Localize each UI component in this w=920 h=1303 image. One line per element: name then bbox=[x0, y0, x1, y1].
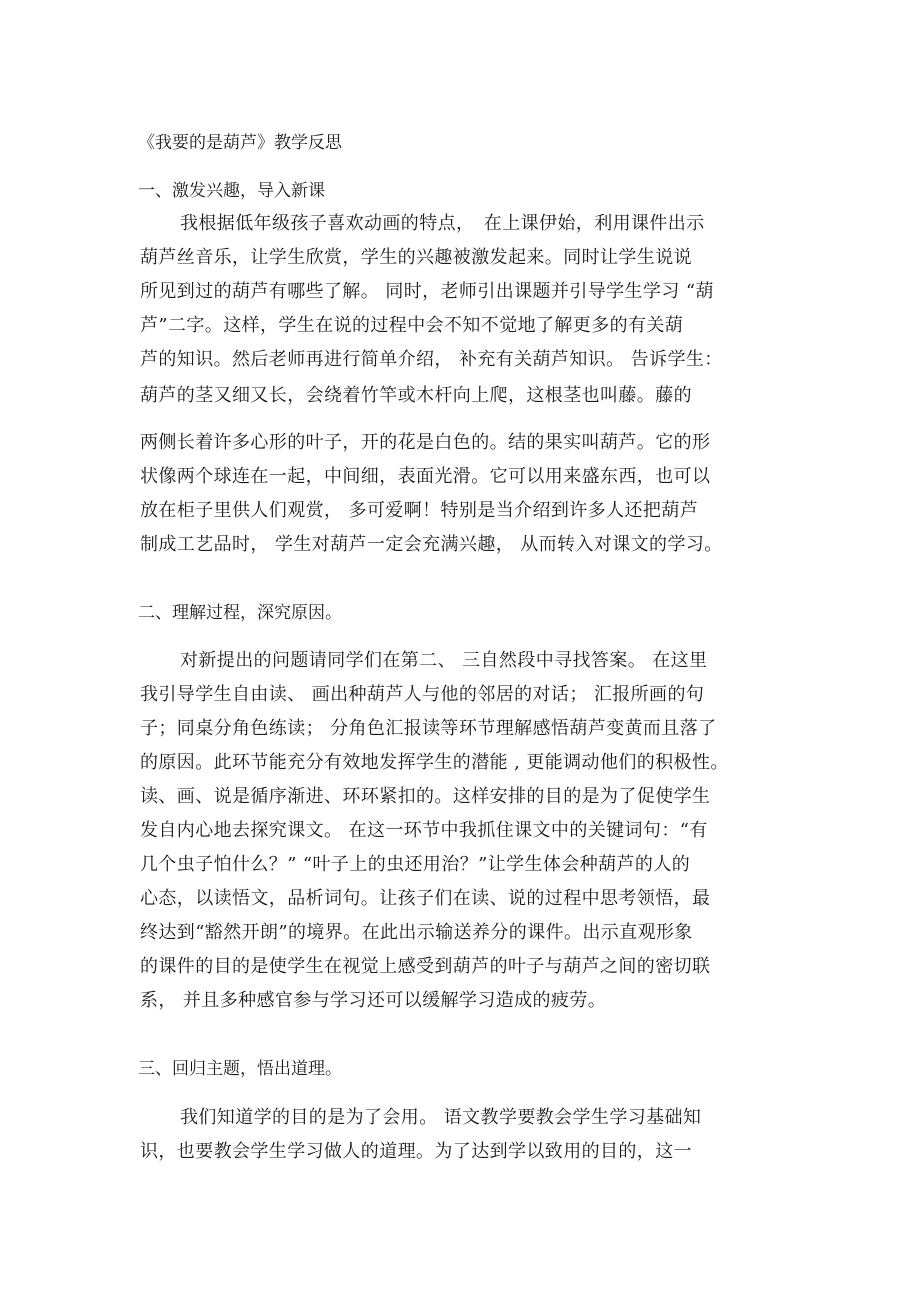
paragraph-line: 对新提出的问题请同学们在第二、 三自然段中寻找答案。 在这里 bbox=[180, 650, 708, 671]
paragraph-line: 子；同桌分角色练读； 分角色汇报读等环节理解感悟葫芦变黄而且落了 bbox=[140, 718, 717, 739]
paragraph-line: 两侧长着许多心形的叶子，开的花是白色的。结的果实叫葫芦。它的形 bbox=[140, 432, 711, 453]
paragraph-line: 的原因。此环节能充分有效地发挥学生的潜能 , 更能调动他们的积极性。 bbox=[140, 752, 729, 773]
paragraph-line: 我们知道学的目的是为了会用。 语文教学要教会学生学习基础知 bbox=[180, 1107, 702, 1128]
paragraph-line: 发自内心地去探究课文。 在这一环节中我抓住课文中的关键词句：“有 bbox=[140, 820, 708, 841]
section-heading-3: 三、回归主题，悟出道理。 bbox=[138, 1059, 342, 1079]
paragraph-line: 葫芦的茎又细又长，会绕着竹竿或木杆向上爬，这根茎也叫藤。藤的 bbox=[140, 385, 692, 406]
document-title: 《我要的是葫芦》教学反思 bbox=[138, 133, 342, 153]
paragraph-line: 终达到“豁然开朗”的境界。在此出示输送养分的课件。出示直观形象 bbox=[140, 922, 693, 943]
section-heading-1: 一、激发兴趣，导入新课 bbox=[138, 181, 325, 201]
paragraph-line: 系， 并且多种感官参与学习还可以缓解学习造成的疲劳。 bbox=[140, 990, 607, 1011]
paragraph-line: 葫芦丝音乐，让学生欣赏，学生的兴趣被激发起来。同时让学生说说 bbox=[140, 247, 692, 268]
paragraph-line: 心态，以读悟文，品析词句。让孩子们在读、说的过程中思考领悟，最 bbox=[140, 888, 711, 909]
paragraph-line: 芦的知识。然后老师再进行简单介绍， 补充有关葫芦知识。 告诉学生： bbox=[140, 349, 723, 370]
paragraph-line: 制成工艺品时， 学生对葫芦一定会充满兴趣， 从而转入对课文的学习。 bbox=[140, 534, 723, 555]
paragraph-line: 芦”二字。这样，学生在说的过程中会不知不觉地了解更多的有关葫 bbox=[140, 315, 684, 336]
paragraph-line: 放在柜子里供人们观赏， 多可爱啊！特别是当介绍到许多人还把葫芦 bbox=[140, 500, 699, 521]
paragraph-line: 我根据低年级孩子喜欢动画的特点， 在上课伊始，利用课件出示 bbox=[180, 213, 705, 234]
paragraph-line: 的课件的目的是使学生在视觉上感受到葫芦的叶子与葫芦之间的密切联 bbox=[140, 956, 711, 977]
section-heading-2: 二、理解过程，深究原因。 bbox=[138, 603, 342, 623]
paragraph-line: 识，也要教会学生学习做人的道理。为了达到学以致用的目的，这一 bbox=[140, 1141, 692, 1162]
paragraph-line: 读、画、说是循序渐进、环环紧扣的。这样安排的目的是为了促使学生 bbox=[140, 786, 711, 807]
paragraph-line: 状像两个球连在一起，中间细，表面光滑。它可以用来盛东西，也可以 bbox=[140, 466, 711, 487]
paragraph-line: 所见到过的葫芦有哪些了解。 同时，老师引出课题并引导学生学习 “葫 bbox=[140, 281, 714, 302]
paragraph-line: 我引导学生自由读、 画出种葫芦人与他的邻居的对话； 汇报所画的句 bbox=[140, 684, 705, 705]
paragraph-line: 几个虫子怕什么？” “叶子上的虫还用治？”让学生体会种葫芦的人的 bbox=[140, 854, 691, 875]
